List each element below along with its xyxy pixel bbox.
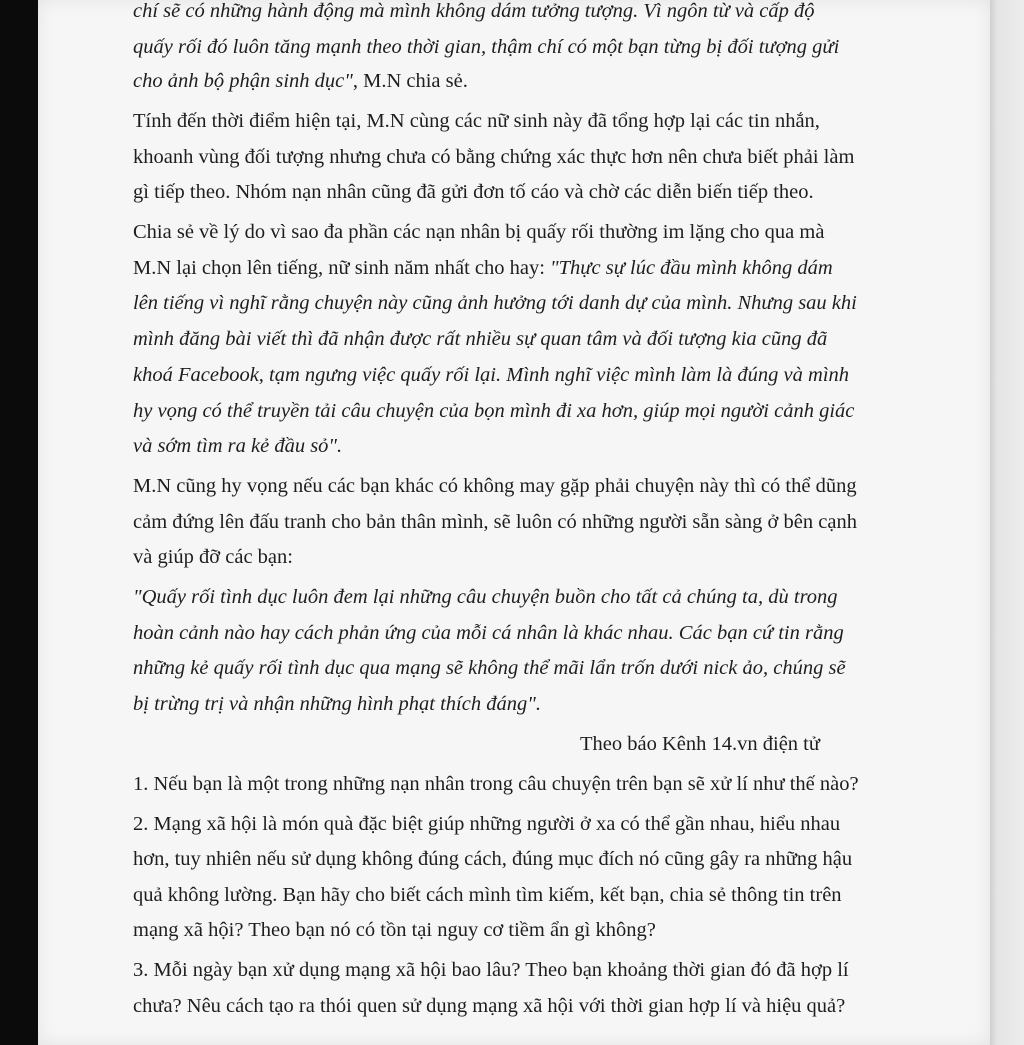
p1-line-2: quấy rối đó luôn tăng mạnh theo thời gian, thậm chí có một bạn từng bị đối tượng gửi (133, 36, 840, 58)
p1-line-3-tail: , M.N chia sẻ. (352, 70, 468, 92)
p3-line-6: hy vọng có thể truyền tải câu chuyện của bọn mình đi xa hơn, giúp mọi người cảnh giác (133, 400, 855, 422)
question-2-line-3: quả không lường. Bạn hãy cho biết cách mình tìm kiếm, kết bạn, chia sẻ thông tin trên (133, 884, 842, 906)
p3-line-3: lên tiếng vì nghĩ rằng chuyện này cũng ảnh hưởng tới danh dự của mình. Nhưng sau khi (133, 292, 857, 314)
p1-line-3-quote: cho ảnh bộ phận sinh dục" (133, 70, 353, 92)
page-edge (990, 0, 1024, 1045)
p3-line-2 (133, 255, 833, 281)
p2-line-3: gì tiếp theo. Nhóm nạn nhân cũng đã gửi đơn tố cáo và chờ các diễn biến tiếp theo. (133, 181, 814, 203)
p4-line-3: và giúp đỡ các bạn: (133, 546, 293, 568)
source-citation: Theo báo Kênh 14.vn điện tử (580, 733, 820, 755)
p1-line-1: chí sẽ có những hành động mà mình không dám tưởng tượng. Vì ngôn từ và cấp độ (133, 0, 815, 22)
question-2-line-2: hơn, tuy nhiên nếu sử dụng không đúng cách, đúng mục đích nó cũng gây ra những hậu (133, 848, 853, 870)
p3-line-2-normal: M.N lại chọn lên tiếng, nữ sinh năm nhất cho hay: (133, 257, 551, 279)
quote-line-2: hoàn cảnh nào hay cách phản ứng của mỗi cá nhân là khác nhau. Các bạn cứ tin rằng (133, 622, 844, 644)
question-2-line-4: mạng xã hội? Theo bạn nó có tồn tại nguy cơ tiềm ẩn gì không? (133, 919, 656, 941)
p3-line-7: và sớm tìm ra kẻ đầu sỏ". (133, 435, 343, 457)
p4-line-2: cảm đứng lên đấu tranh cho bản thân mình, sẽ luôn có những người sẵn sàng ở bên cạnh (133, 511, 857, 533)
p3-line-5: khoá Facebook, tạm ngưng việc quấy rối lại. Mình nghĩ việc mình làm là đúng và mình (133, 364, 850, 386)
quote-line-3: những kẻ quấy rối tình dục qua mạng sẽ không thể mãi lẩn trốn dưới nick ảo, chúng sẽ (133, 657, 846, 679)
p3-line-1: Chia sẻ về lý do vì sao đa phần các nạn nhân bị quấy rối thường im lặng cho qua mà (133, 221, 825, 243)
p2-line-2: khoanh vùng đối tượng nhưng chưa có bằng chứng xác thực hơn nên chưa biết phải làm (133, 146, 855, 168)
question-3-line-2: chưa? Nêu cách tạo ra thói quen sử dụng mạng xã hội với thời gian hợp lí và hiệu quả? (133, 995, 846, 1017)
p1-line-3 (133, 68, 468, 94)
question-2-line-1: 2. Mạng xã hội là món quà đặc biệt giúp những người ở xa có thể gần nhau, hiểu nhau (133, 813, 841, 835)
quote-line-1: "Quấy rối tình dục luôn đem lại những câu chuyện buồn cho tất cả chúng ta, dù trong (133, 586, 838, 608)
p3-line-2-italic: "Thực sự lúc đầu mình không dám (550, 257, 833, 279)
p3-line-4: mình đăng bài viết thì đã nhận được rất nhiều sự quan tâm và đối tượng kia cũng đã (133, 328, 828, 350)
question-3-line-1: 3. Mỗi ngày bạn xử dụng mạng xã hội bao lâu? Theo bạn khoảng thời gian đó đã hợp lí (133, 959, 849, 981)
question-1: 1. Nếu bạn là một trong những nạn nhân trong câu chuyện trên bạn sẽ xử lí như thế nào? (133, 773, 859, 795)
p4-line-1: M.N cũng hy vọng nếu các bạn khác có không may gặp phải chuyện này thì có thể dũng (133, 475, 857, 497)
quote-line-4: bị trừng trị và nhận những hình phạt thích đáng". (133, 693, 541, 715)
p2-line-1: Tính đến thời điểm hiện tại, M.N cùng các nữ sinh này đã tổng hợp lại các tin nhắn, (133, 110, 820, 132)
